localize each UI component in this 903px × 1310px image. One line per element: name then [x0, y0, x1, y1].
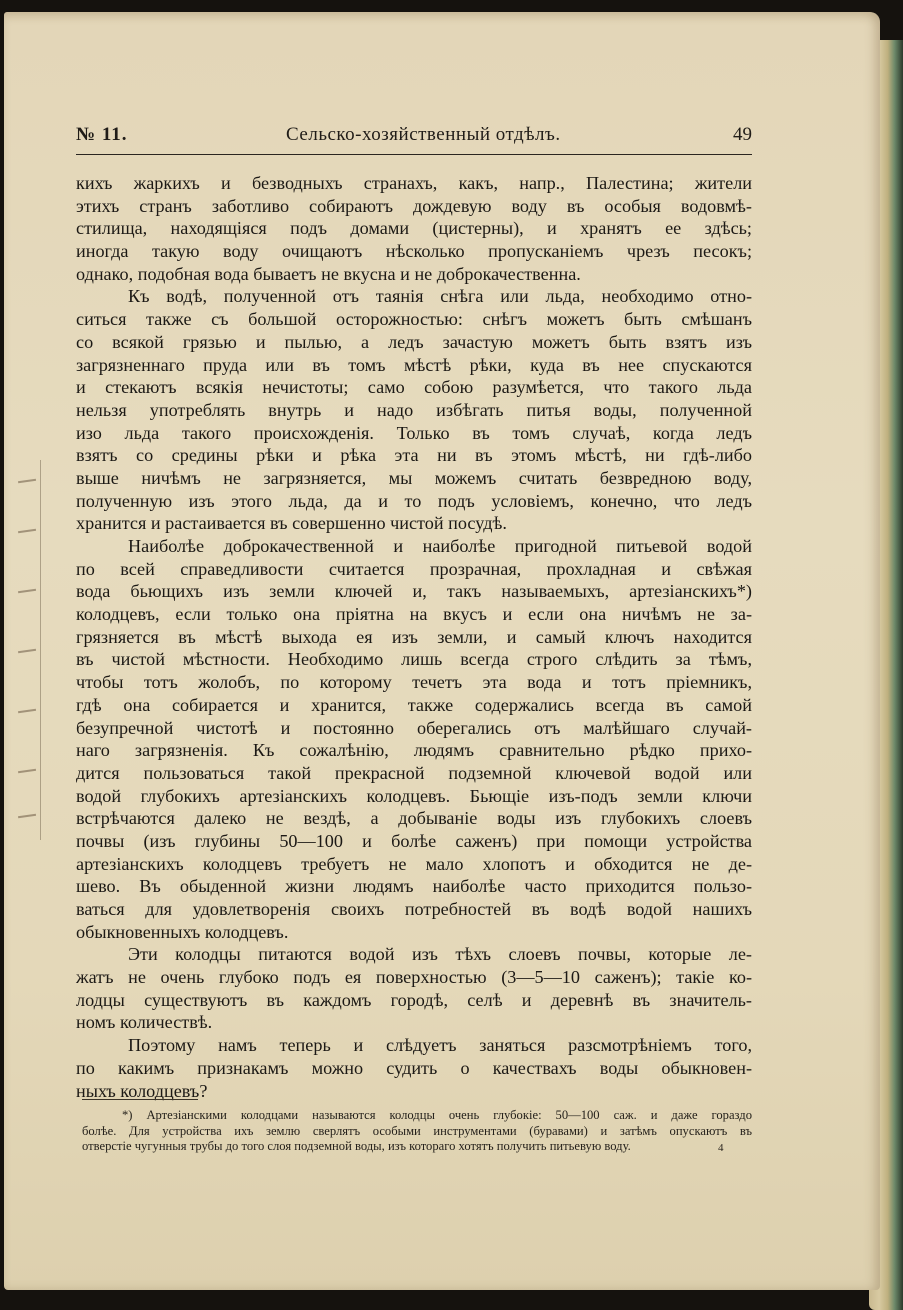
text-line: загрязненнаго пруда или въ томъ мѣстѣ рѣки, куда въ нее спускаются: [76, 354, 752, 375]
text-line: ваться для удовлетворенія своихъ потребностей въ водѣ водой нашихъ: [76, 899, 752, 919]
text-line: этихъ странъ заботливо собираютъ дождевую воду въ особыя водовмѣ-: [76, 195, 752, 216]
main-text: [76, 172, 752, 1102]
text-line: чтобы тотъ жолобъ, по которому течетъ эта вода и тотъ пріемникъ,: [76, 672, 752, 693]
issue-number: № 11.: [76, 124, 128, 145]
text-line: нельзя употреблять внутрь и надо избѣгать питья воды, полученной: [76, 399, 752, 420]
text-line: водой глубокихъ артезіанскихъ колодцевъ. Бьющіе изъ-подъ земли ключи: [76, 785, 752, 806]
paragraph-4: [76, 943, 752, 1034]
text-line: грязняется въ мѣстѣ выхода ея изъ земли, и самый ключъ находится: [76, 626, 752, 647]
text-line: жатъ не очень глубоко подъ ея поверхностью (3—5—10 саженъ); такіе ко-: [76, 967, 752, 988]
text-line: кихъ жаркихъ и безводныхъ странахъ, какъ, напр., Палестина; жители: [76, 173, 752, 193]
text-line: артезіанскихъ колодцевъ требуетъ не мало хлопотъ и обходится не де-: [76, 853, 752, 874]
signature-mark: 4: [718, 1142, 724, 1154]
text-line: однако, подобная вода бываетъ не вкусна и не доброкачественна.: [76, 263, 581, 284]
binding-stitches: [6, 460, 41, 840]
section-title: Сельско-хозяйственный отдѣлъ.: [286, 124, 561, 145]
text-line: вода бьющихъ изъ земли ключей и, такъ называемыхъ, артезіанскихъ*): [76, 581, 752, 602]
text-line: ситься также съ большой осторожностью: снѣгъ можетъ быть смѣшанъ: [76, 309, 752, 330]
text-line: взятъ со средины рѣки и рѣка эта ни въ этомъ мѣстѣ, ни гдѣ-либо: [76, 445, 752, 466]
text-line: Поэтому намъ теперь и слѣдуетъ заняться разсмотрѣніемъ того,: [128, 1035, 752, 1056]
text-line: наго загрязненія. Къ сожалѣнію, людямъ сравнительно рѣдко прихо-: [76, 740, 752, 761]
text-line: и стекаютъ всякія нечистоты; само собою разумѣется, что такого льда: [76, 377, 752, 398]
text-line: Къ водѣ, полученной отъ таянія снѣга или льда, необходимо отно-: [128, 286, 752, 307]
footnote-line: болѣе. Для устройства ихъ землю сверлятъ особыми инструментами (буравами) и затѣмъ опускаютъ въ: [82, 1123, 752, 1138]
text-line: встрѣчаются далеко не вездѣ, а добываніе воды изъ глубокихъ слоевъ: [76, 808, 752, 829]
text-line: ныхъ колодцевъ?: [76, 1080, 208, 1101]
page-number: 49: [733, 124, 752, 145]
text-line: обыкновенныхъ колодцевъ.: [76, 921, 289, 942]
text-line: номъ количествѣ.: [76, 1012, 213, 1033]
text-line: лодцы существуютъ въ каждомъ городѣ, селѣ и деревнѣ въ значитель-: [76, 989, 752, 1010]
text-line: колодцевъ, если только она пріятна на вкусъ и если она ничѣмъ не за-: [76, 604, 752, 625]
text-line: въ чистой мѣстности. Необходимо лишь всегда строго слѣдить за тѣмъ,: [76, 649, 752, 670]
text-line: по всей справедливости считается прозрачная, прохладная и свѣжая: [76, 558, 752, 579]
text-line: иногда такую воду очищаютъ нѣсколько пропусканіемъ чрезъ песокъ;: [76, 241, 752, 262]
text-line: безупречной чистотѣ и постоянно оберегались отъ малѣйшаго случай-: [76, 717, 752, 738]
text-line: изо льда такого происхожденія. Только въ томъ случаѣ, когда ледъ: [76, 422, 752, 443]
paragraph-2: [76, 285, 752, 535]
text-line: полученную изъ этого льда, да и то подъ условіемъ, конечно, что ледъ: [76, 490, 752, 511]
text-line: хранится и растаивается въ совершенно чистой посудѣ.: [76, 513, 507, 534]
text-line: выше ничѣмъ не загрязняется, мы можемъ считать безвредною воду,: [76, 467, 752, 488]
text-line: стилища, находящіяся подъ домами (цистерны), и хранятъ ее здѣсь;: [76, 218, 752, 239]
paragraph-3: [76, 535, 752, 943]
text-line: почвы (изъ глубины 50—100 и болѣе саженъ) при помощи устройства: [76, 830, 752, 851]
footnote-rule: [82, 1099, 198, 1100]
paragraph-5: [76, 1034, 752, 1102]
text-line: шево. Въ обыденной жизни людямъ наиболѣе часто приходится пользо-: [76, 876, 752, 897]
running-header: [76, 124, 752, 155]
footnote-line: *) Артезіанскими колодцами называются колодцы очень глубокіе: 50—100 саж. и даже гораздо: [122, 1108, 752, 1122]
paragraph-1: [76, 172, 752, 285]
footnote: [82, 1108, 752, 1155]
text-line: Наиболѣе доброкачественной и наиболѣе пригодной питьевой водой: [128, 536, 752, 556]
text-line: Эти колодцы питаются водой изъ тѣхъ слоевъ почвы, которые ле-: [128, 944, 752, 965]
footnote-line: отверстіе чугунныя трубы до того слоя подземной воды, изъ котораго хотятъ получить питьевую воду.: [82, 1139, 631, 1153]
text-line: со всякой грязью и пылью, а ледъ зачастую можетъ быть взятъ изъ: [76, 331, 752, 352]
text-line: гдѣ она собирается и хранится, также содержались всегда въ самой: [76, 694, 752, 715]
text-line: дится пользоваться такой прекрасной подземной ключевой водой или: [76, 762, 752, 783]
text-line: по какимъ признакамъ можно судить о качествахъ воды обыкновен-: [76, 1057, 752, 1078]
